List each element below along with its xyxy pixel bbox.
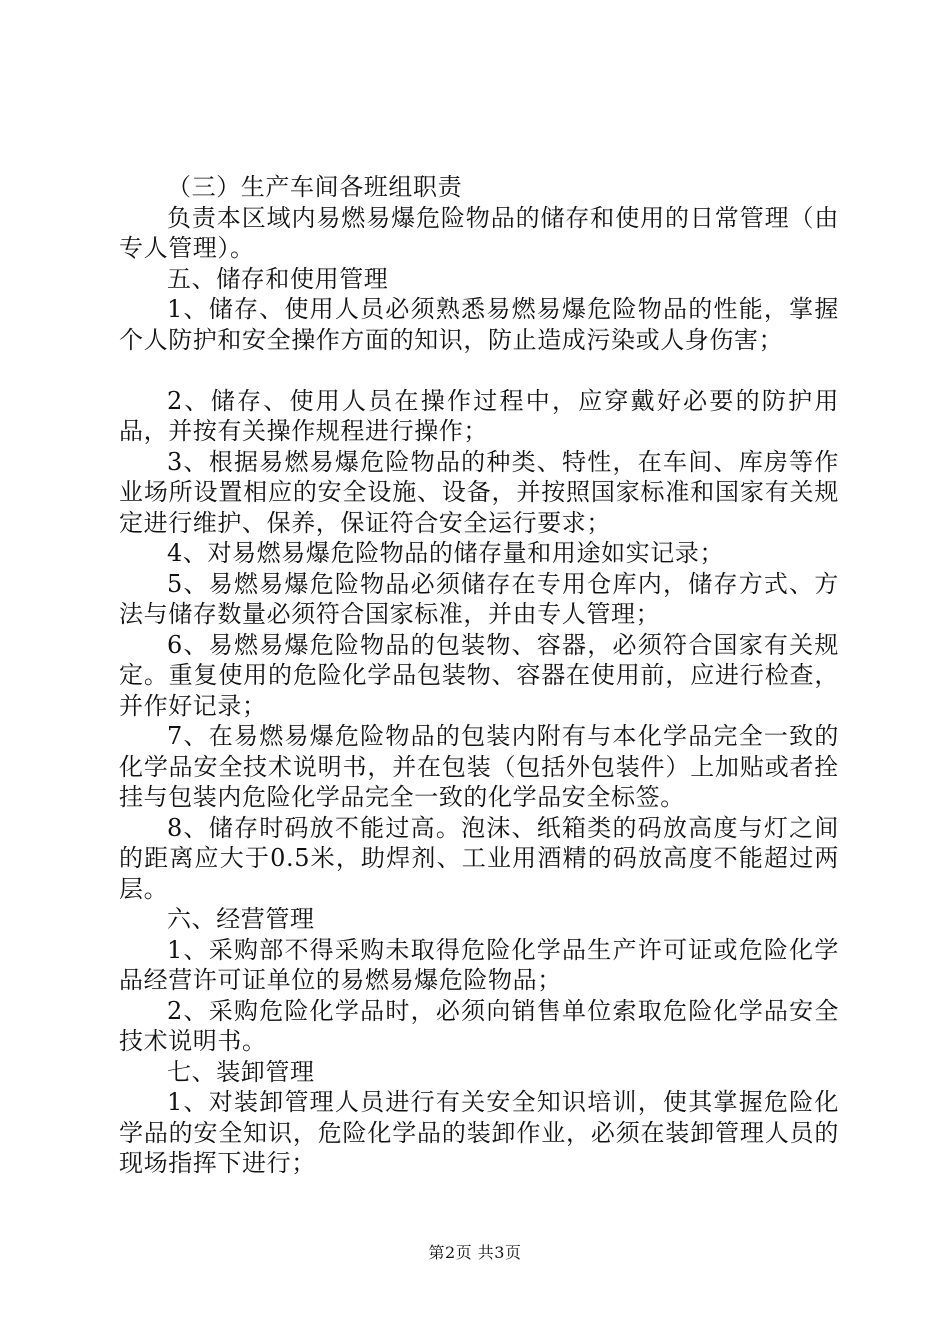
paragraph-storage-item-7: 7、在易燃易爆危险物品的包装内附有与本化学品完全一致的化学品安全技术说明书，并在包装（包括外包装件）上加贴或者拴挂与包装内危险化学品完全一致的化学品安全标签。 <box>119 722 839 811</box>
paragraph-workshop-duties: 负责本区域内易燃易爆危险物品的储存和使用的日常管理（由专人管理）。 <box>119 203 839 262</box>
document-body <box>119 172 839 1179</box>
paragraph-storage-item-8: 8、储存时码放不能过高。泡沫、纸箱类的码放高度与灯之间的距离应大于0.5米，助焊剂、工业用酒精的码放高度不能超过两层。 <box>119 813 839 903</box>
paragraph-storage-item-6: 6、易燃易爆危险物品的包装物、容器，必须符合国家有关规定。重复使用的危险化学品包装物、容器在使用前，应进行检查，并作好记录； <box>119 630 839 720</box>
paragraph-storage-item-3: 3、根据易燃易爆危险物品的种类、特性，在车间、库房等作业场所设置相应的安全设施、设备，并按照国家标准和国家有关规定进行维护、保养，保证符合安全运行要求； <box>119 447 839 537</box>
paragraph-storage-item-2: 2、储存、使用人员在操作过程中，应穿戴好必要的防护用品，并按有关操作规程进行操作； <box>119 386 839 445</box>
paragraph-storage-item-1: 1、储存、使用人员必须熟悉易燃易爆危险物品的性能，掌握个人防护和安全操作方面的知识，防止造成污染或人身伤害； <box>119 295 839 354</box>
section-heading-loading-management: 七、装卸管理 <box>167 1057 315 1086</box>
paragraph-storage-item-4: 4、对易燃易爆危险物品的储存量和用途如实记录； <box>167 539 725 567</box>
paragraph-business-item-2: 2、采购危险化学品时，必须向销售单位索取危险化学品安全技术说明书。 <box>119 996 839 1055</box>
paragraph-business-item-1: 1、采购部不得采购未取得危险化学品生产许可证或危险化学品经营许可证单位的易燃易爆危险物品； <box>119 935 839 994</box>
section-heading-workshop-duties: （三）生产车间各班组职责 <box>167 173 463 201</box>
section-heading-storage-use: 五、储存和使用管理 <box>167 264 389 293</box>
page-number-footer: 第2页 共3页 <box>428 1243 522 1262</box>
paragraph-loading-item-1: 1、对装卸管理人员进行有关安全知识培训，使其掌握危险化学品的安全知识，危险化学品的装卸作业，必须在装卸管理人员的现场指挥下进行； <box>119 1088 839 1177</box>
paragraph-storage-item-5: 5、易燃易爆危险物品必须储存在专用仓库内，储存方式、方法与储存数量必须符合国家标准，并由专人管理； <box>119 569 839 628</box>
section-heading-business-management: 六、经营管理 <box>167 905 315 933</box>
